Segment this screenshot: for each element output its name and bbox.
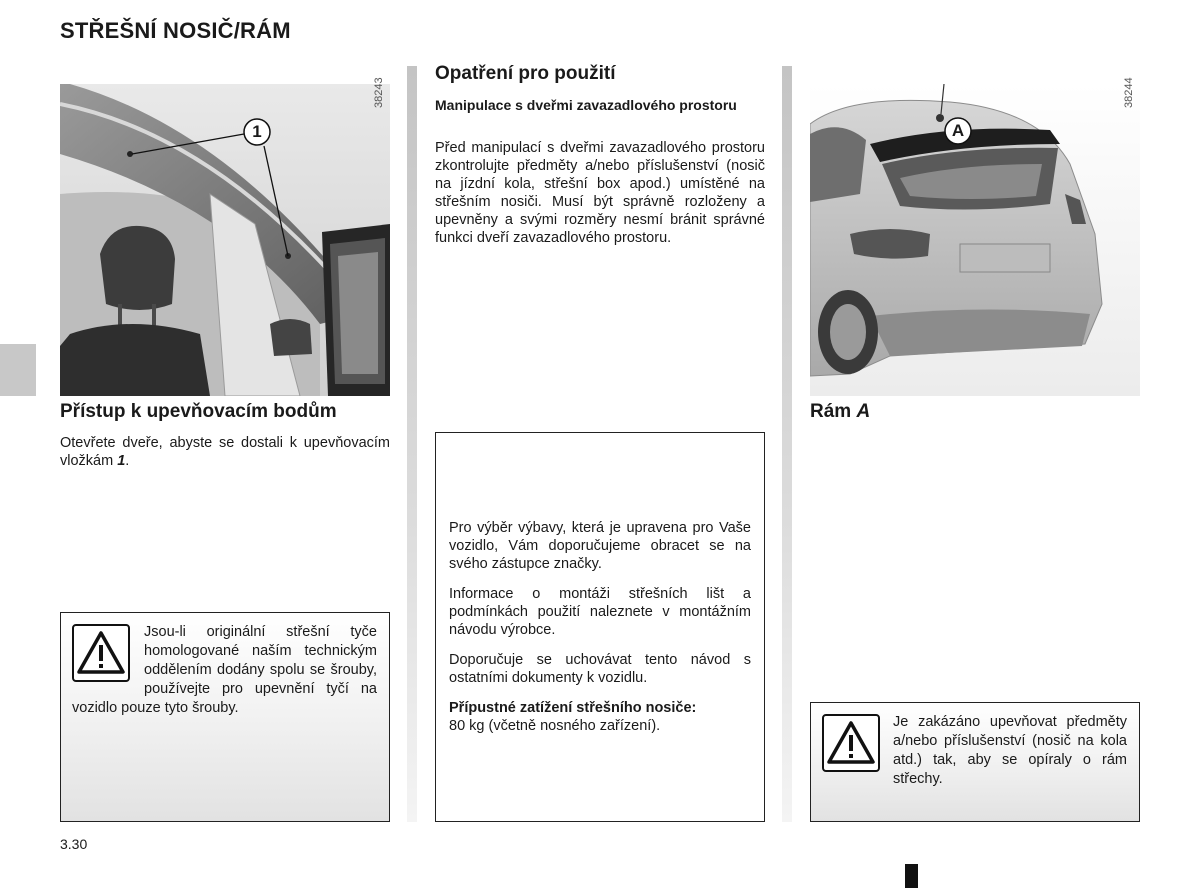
info-box-accessories — [435, 432, 765, 822]
page-number: 3.30 — [60, 836, 88, 852]
chapter-tab — [0, 344, 36, 396]
info-text-dealer: Pro výběr výbavy, která je upravena pro Vaše vozidlo, Vám doporučujeme obracet se na svého zástupce značky. — [449, 520, 751, 572]
warning-triangle-icon — [822, 714, 880, 772]
warning-text-roof-bars: Jsou-li originální střešní tyče homologované naším technickým oddělením dodány spolu se šrouby, používejte pro upevnění tyčí na vozidlo pouze tyto šrouby. — [72, 624, 377, 716]
max-load-label: Přípustné zatížení střešního nosiče: — [449, 700, 697, 716]
ref-1: 1 — [117, 453, 126, 469]
text-mount-access: Otevřete dveře, abyste se dostali k upevňovacím vložkám 1. — [60, 435, 390, 469]
warning-text-frame: Je zakázáno upevňovat předměty a/nebo příslušenství (nosič na kola atd.) tak, aby se opíraly o rám střechy. — [893, 714, 1127, 787]
info-text-keep-manual: Doporučuje se uchovávat tento návod s ostatními dokumenty k vozidlu. — [449, 652, 751, 686]
max-load-value: 80 kg (včetně nosného zařízení). — [449, 718, 661, 734]
warning-box-frame — [810, 702, 1140, 822]
page-title: STŘEŠNÍ NOSIČ/RÁM — [60, 18, 291, 43]
figure-roof-frame — [810, 84, 1140, 396]
figure-roof-mount-points — [60, 84, 390, 396]
callout-a-label: A — [951, 121, 965, 140]
heading-frame-a: Rám A — [810, 401, 871, 422]
ref-a: A — [856, 401, 871, 422]
info-text-max-load — [449, 699, 751, 735]
heading-mount-access: Přístup k upevňovacím bodům — [60, 401, 337, 422]
text-tailgate: Před manipulací s dveřmi zavazadlového prostoru zkontrolujte předměty a/nebo příslušenství (nosič na jízdní kola, střešní box apod.) umístěné na střešním nosiči. Musí být správně rozloženy a upevněny a svými rozměry nesmí bránit správné funkci dveří zavazadlového prostoru. — [435, 140, 765, 246]
subheading-tailgate: Manipulace s dveřmi zavazadlového prostoru — [435, 97, 737, 113]
warning-box-roof-bars — [60, 612, 390, 822]
figure-code-38244: 38244 — [1123, 77, 1135, 108]
corner-mark — [905, 864, 918, 888]
column-divider-right — [782, 66, 792, 822]
figure-code-38243: 38243 — [373, 77, 385, 108]
info-text-manual: Informace o montáži střešních lišt a podmínkách použití naleznete v montážním návodu výrobce. — [449, 586, 751, 638]
car-rear-illustration — [810, 84, 1140, 396]
column-divider-left — [407, 66, 417, 822]
roof-mount-illustration — [60, 84, 390, 396]
callout-1-label: 1 — [252, 122, 262, 141]
heading-precautions: Opatření pro použití — [435, 63, 616, 84]
